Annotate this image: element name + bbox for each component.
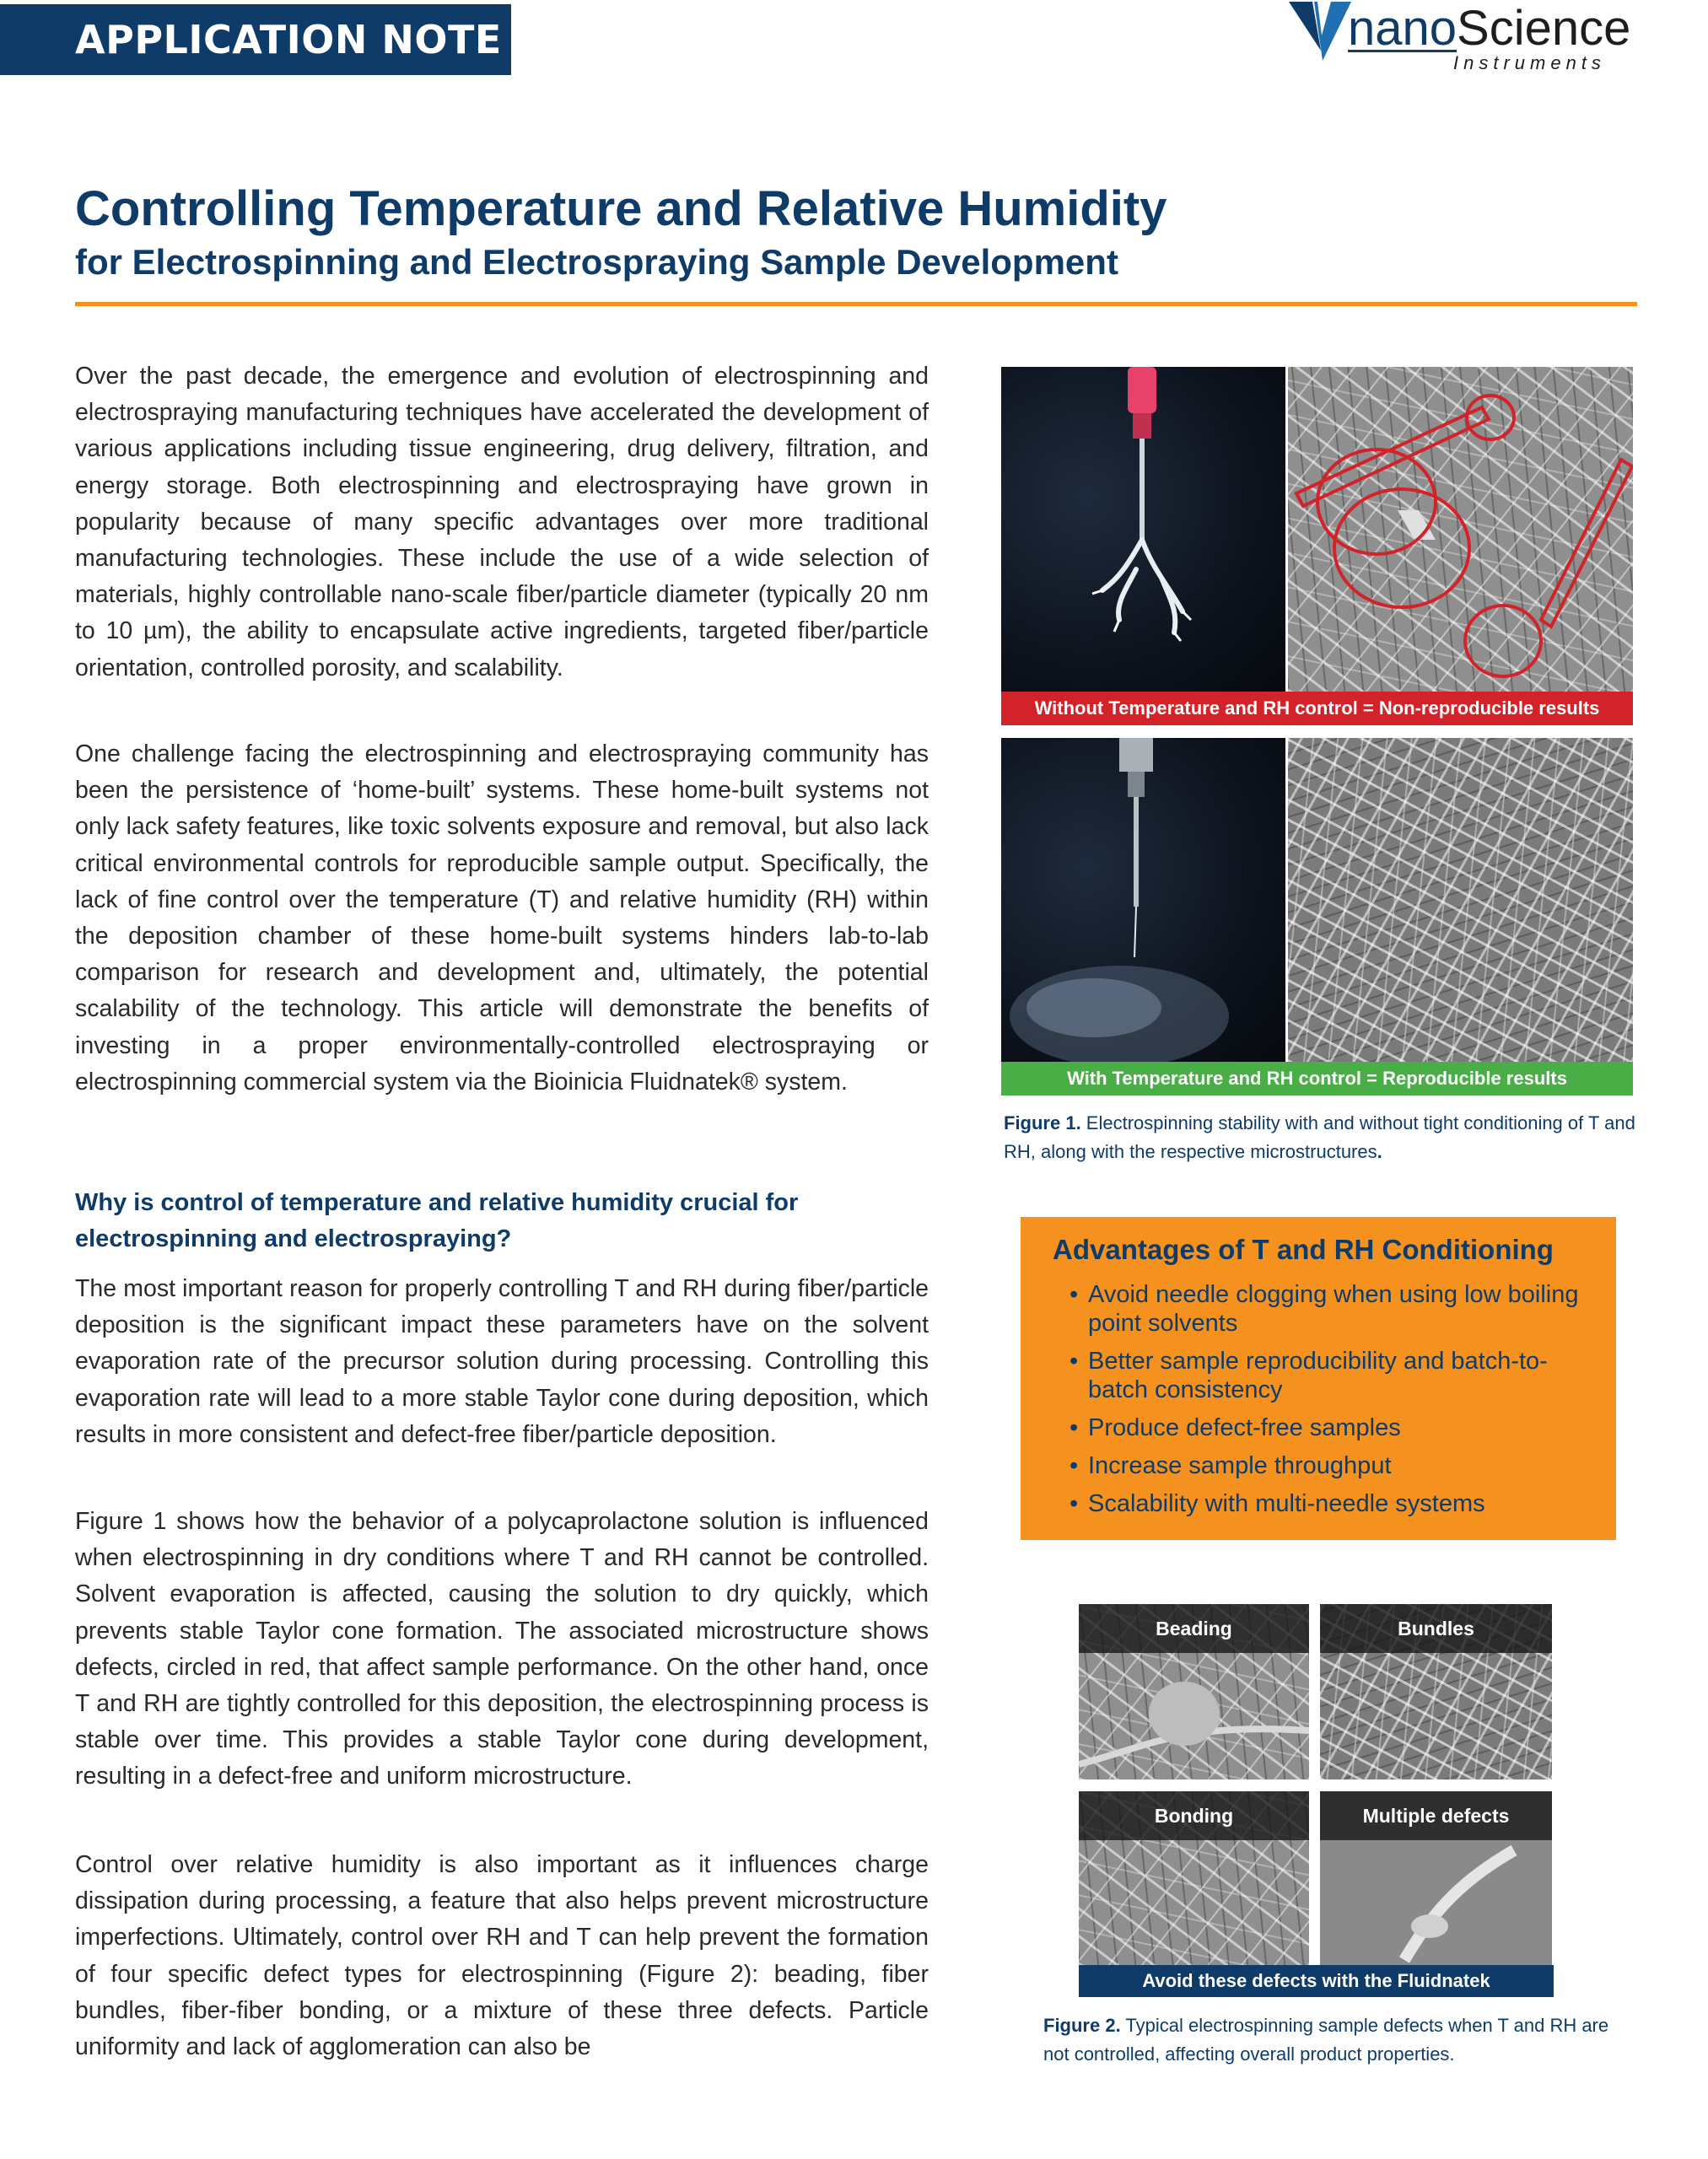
advantage-item: • Produce defect-free samples — [1070, 1413, 1592, 1442]
uniform-microstructure-sem — [1288, 738, 1633, 1062]
beading-label: Beading — [1079, 1604, 1309, 1653]
page-title: Controlling Temperature and Relative Humidity — [75, 181, 1167, 236]
advantage-item: • Better sample reproducibility and batch-to-batch consistency — [1070, 1347, 1592, 1404]
logo-science-text: Science — [1457, 1, 1631, 56]
advantages-list — [1070, 1280, 1592, 1527]
bonding-label: Bonding — [1079, 1791, 1309, 1840]
figure-1-caption-label: Figure 1. — [1004, 1112, 1081, 1133]
bundles-defect-panel — [1320, 1604, 1552, 1779]
application-note-badge: APPLICATION NOTE — [0, 4, 511, 75]
logo-subtitle: Instruments — [1453, 52, 1606, 73]
advantage-item: • Avoid needle clogging when using low boiling point solvents — [1070, 1280, 1592, 1338]
defective-microstructure-sem — [1288, 367, 1633, 692]
figure-1-caption-end: . — [1377, 1141, 1382, 1162]
multiple-defects-label: Multiple defects — [1320, 1791, 1552, 1840]
defect-circles-graphic — [1288, 367, 1633, 692]
figure-2-caption-label: Figure 2. — [1043, 2015, 1121, 2036]
challenge-paragraph: One challenge facing the electrospinning and electrospraying community has been the persistence of ‘home-built’ systems. These home-built systems not only lack safety features, like toxic solvents exposure and removal, but also lack critical environmental controls for reproducible sample output. Specifically, the lack of fine control over the temperature (T) and relative humidity (RH) within the deposition chamber of these home-built systems hinders lab-to-lab comparison for research and development and, ultimately, the potential scalability of the technology. This article will demonstrate the benefits of investing in a proper environmentally-controlled electrospraying or electrospinning commercial system via the Bioinicia Fluidnatek® system. — [75, 740, 929, 1096]
multiple-defects-panel — [1320, 1791, 1552, 1965]
advantages-callout — [1021, 1217, 1616, 1540]
nanoscience-logo — [1289, 0, 1647, 78]
figure-2-caption — [1043, 2011, 1634, 2069]
figure1-discussion-paragraph: Figure 1 shows how the behavior of a polycaprolactone solution is influenced when electrospinning in dry conditions where T and RH cannot be controlled. Solvent evaporation is affected, causing the solution to dry quickly, which prevents stable Taylor cone formation. The associated microstructure shows defects, circled in red, that affect sample performance. On the other hand, once T and RH are tightly controlled for this deposition, the electrospinning process is stable over time. This provides a stable Taylor cone during development, resulting in a defect-free and uniform microstructure. — [75, 1508, 929, 1790]
bundles-label: Bundles — [1320, 1604, 1552, 1653]
advantage-item: • Increase sample throughput — [1070, 1451, 1592, 1480]
avoid-defects-bar: Avoid these defects with the Fluidnatek — [1079, 1965, 1554, 1997]
logo-nano-text: nano — [1348, 1, 1457, 56]
title-divider — [75, 302, 1637, 306]
reason-paragraph: The most important reason for properly controlling T and RH during fiber/particle deposition is the significant impact these parameters have on the solvent evaporation rate of the precursor solution during processing. Controlling this evaporation rate will lead to a more stable Taylor cone during deposition, which results in more consistent and defect-free fiber/particle deposition. — [75, 1275, 929, 1448]
advantage-item: • Scalability with multi-needle systems — [1070, 1489, 1592, 1518]
section-heading: Why is control of temperature and relative humidity crucial for electrospinning and electrospraying? — [75, 1189, 799, 1252]
bonding-defect-panel — [1079, 1791, 1309, 1965]
reproducible-results-bar: With Temperature and RH control = Reproducible results — [1001, 1062, 1633, 1096]
humidity-paragraph: Control over relative humidity is also important as it influences charge dissipation during processing, a feature that also helps prevent microstructure imperfections. Ultimately, control over RH and T can help prevent the formation of four specific defect types for electrospinning (Figure 2): beading, fiber bundles, fiber-fiber bonding, or a mixture of these three defects. Particle uniformity and lack of agglomeration can also be — [75, 1851, 929, 2061]
beading-defect-panel — [1079, 1604, 1309, 1779]
callout-title: Advantages of T and RH Conditioning — [1053, 1234, 1554, 1265]
logo-mark-icon — [1289, 2, 1351, 69]
unstable-taylor-cone-photo — [1001, 367, 1285, 692]
figure-1-caption-text: Electrospinning stability with and without tight conditioning of T and RH, along with the respective microstructures — [1004, 1112, 1635, 1162]
needle-unstable-graphic — [1001, 367, 1285, 692]
figure-2-caption-text: Typical electrospinning sample defects when T and RH are not controlled, affecting overall product properties. — [1043, 2015, 1609, 2065]
stable-taylor-cone-photo — [1001, 738, 1285, 1062]
logo-wordmark — [1348, 2, 1630, 56]
page-subtitle: for Electrospinning and Electrospraying Sample Development — [75, 242, 1118, 282]
needle-stable-graphic — [1001, 738, 1285, 1062]
figure-1-caption — [1004, 1109, 1645, 1166]
intro-paragraph: Over the past decade, the emergence and evolution of electrospinning and electrospraying manufacturing techniques have accelerated the development of various applications including tissue engineering, drug delivery, filtration, and energy storage. Both electrospinning and electrospraying have grown in popularity because of many specific advantages over more traditional manufacturing technologies. These include the use of a wide selection of materials, highly controllable nano-scale fiber/particle diameter (typically 20 nm to 10 µm), the ability to encapsulate active ingredients, targeted fiber/particle orientation, controlled porosity, and scalability. — [75, 363, 929, 681]
non-reproducible-results-bar: Without Temperature and RH control = Non-reproducible results — [1001, 692, 1633, 725]
